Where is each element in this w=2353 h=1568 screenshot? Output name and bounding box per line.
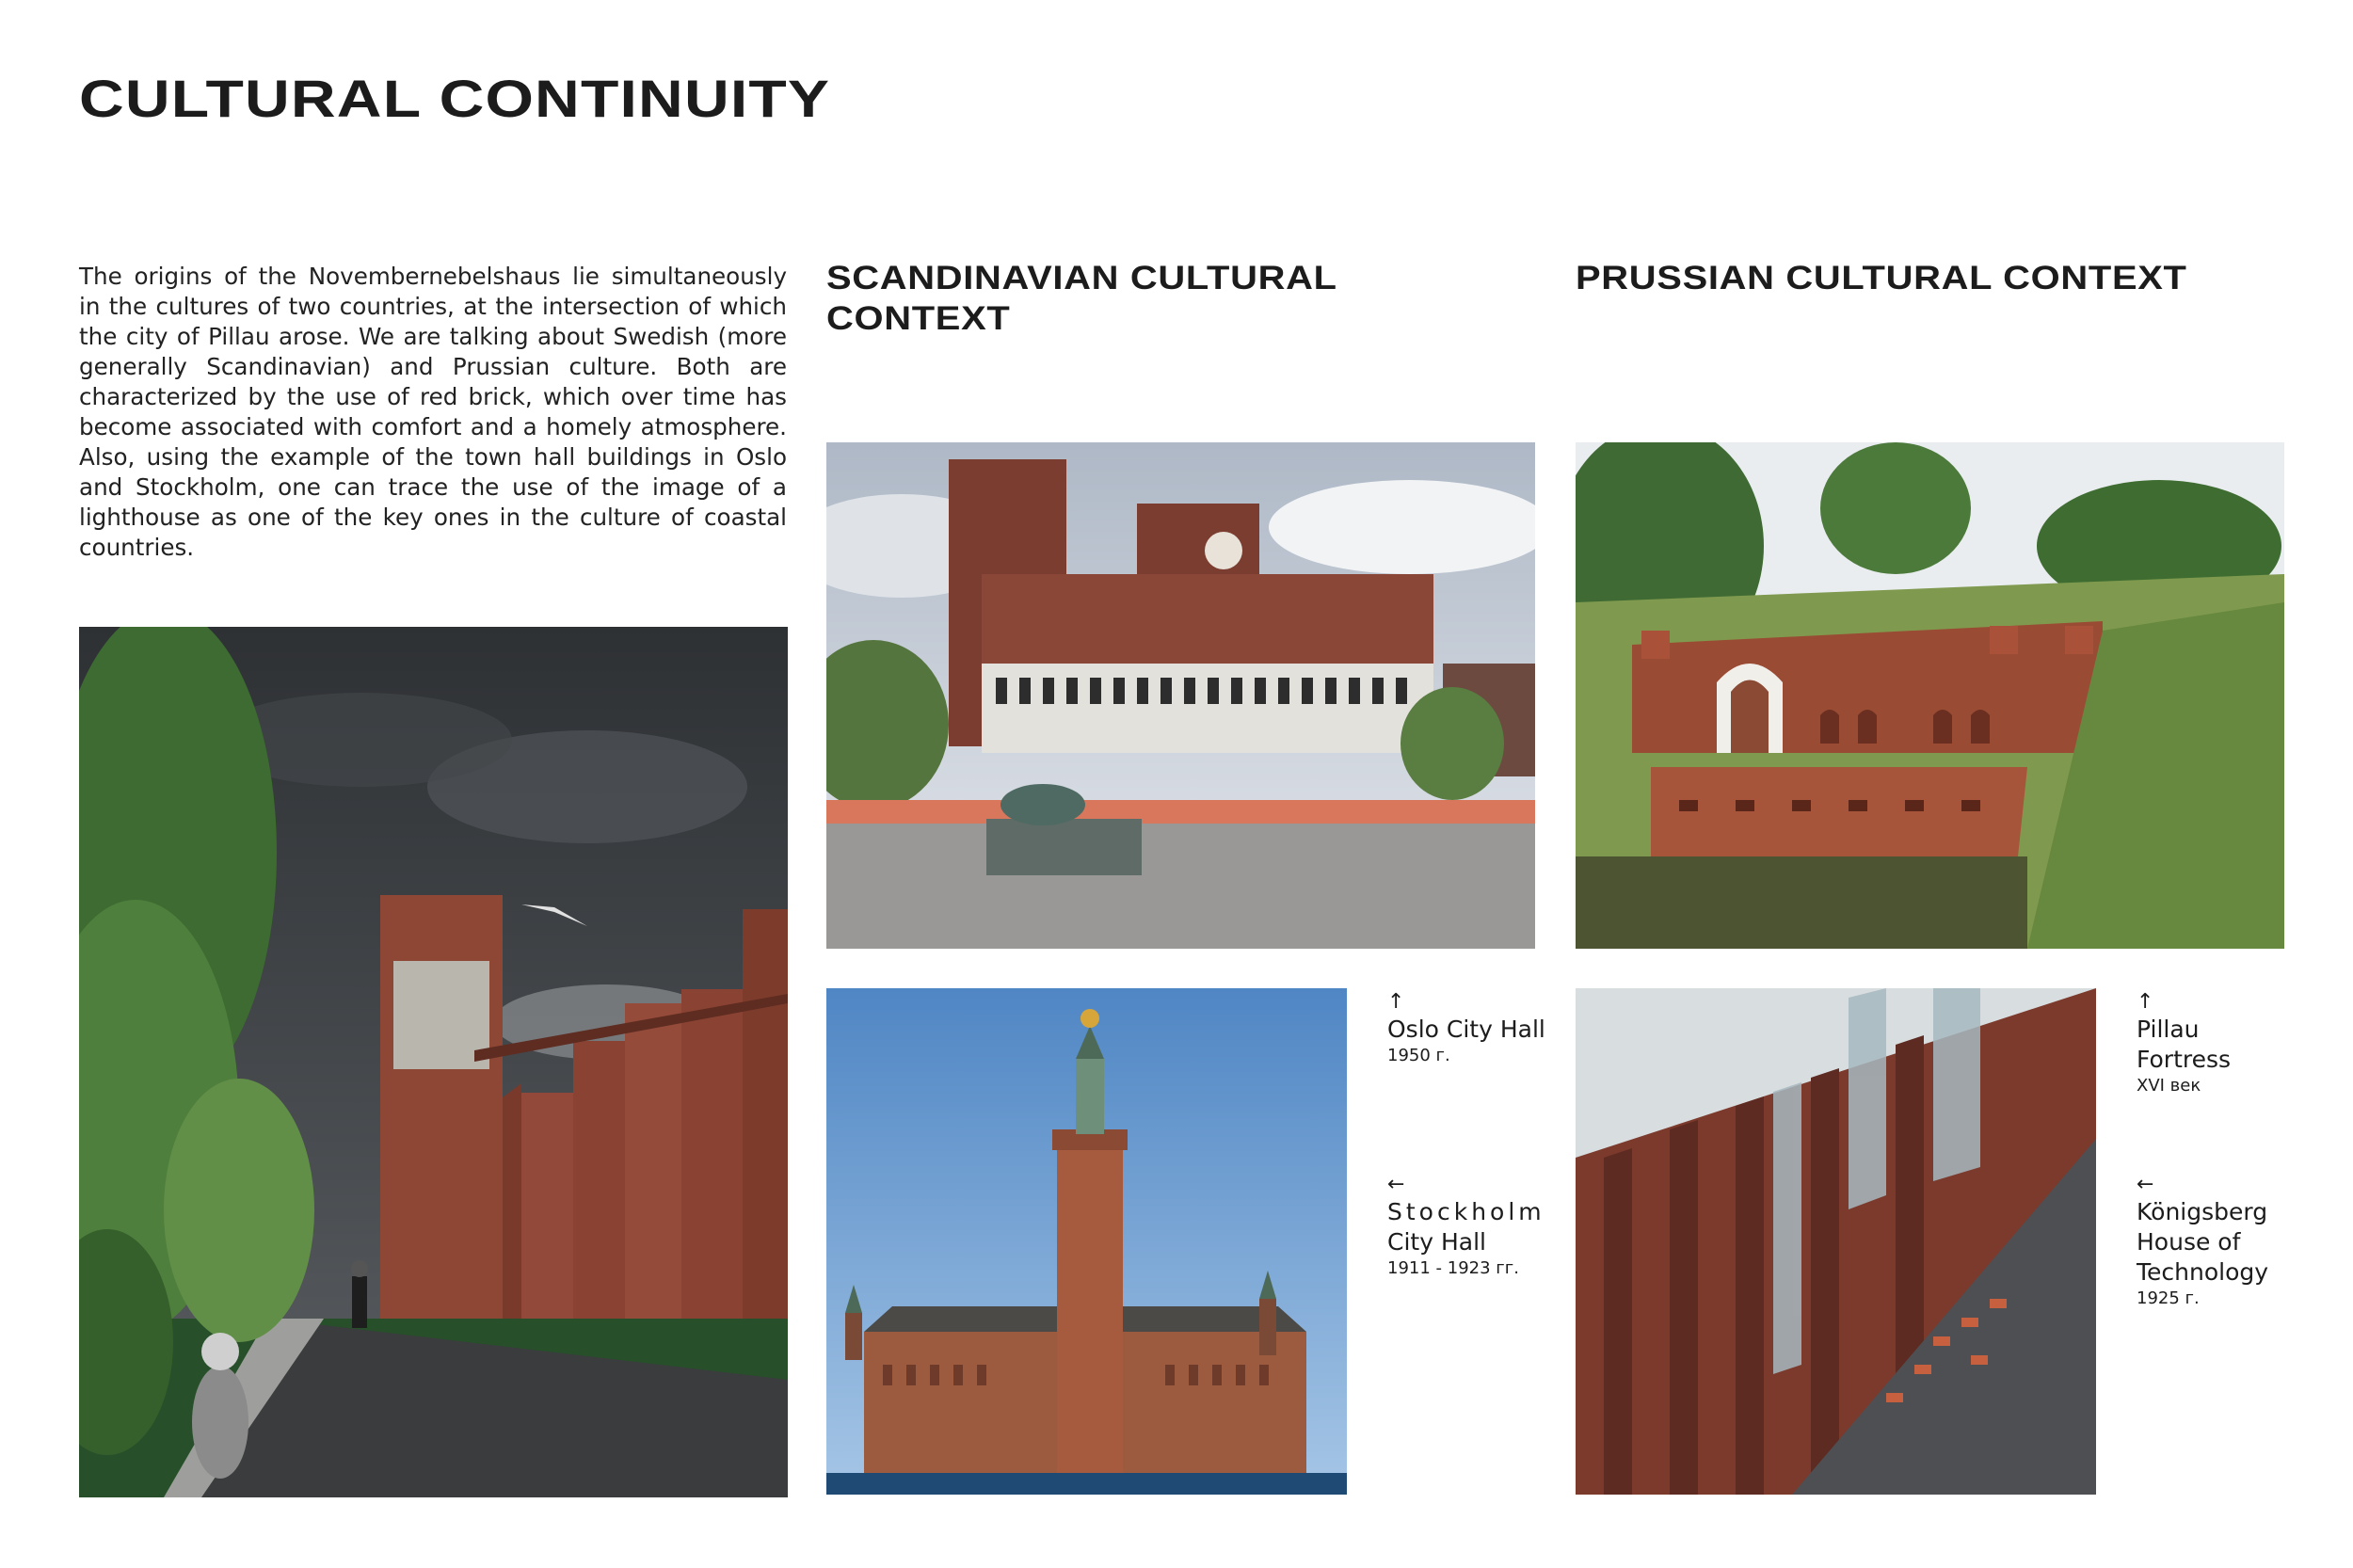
pillau-fortress-photo <box>1576 442 2284 949</box>
caption-konigsberg <box>2137 1173 2334 1310</box>
caption-pillau-name-line1: Pillau <box>2137 1016 2200 1043</box>
scandinavian-heading <box>826 258 1337 339</box>
caption-stockholm-name-line2: City Hall <box>1387 1228 1486 1256</box>
intro-paragraph: The origins of the Novembernebelshaus lie simultaneously in the cultures of two countries, at the intersection of which the city of Pillau arose. We are talking about Swedish (more generally Scandinavian) and Prussian culture. Both are characterized by the use of red brick, which over time has become associated with comfort and a homely atmosphere. Also, using the example of the town hall buildings in Oslo and Stockholm, one can trace the use of the image of a lighthouse as one of the key ones in the culture of coastal countries. <box>79 263 787 561</box>
caption-konigsberg-name-line1: Königsberg <box>2137 1198 2268 1225</box>
arrow-up-icon: ↑ <box>1387 990 1405 1014</box>
caption-stockholm-date: 1911 - 1923 гг. <box>1387 1258 1519 1278</box>
caption-konigsberg-name-line3: Technology <box>2137 1258 2269 1286</box>
caption-pillau-date: XVI век <box>2137 1076 2201 1096</box>
caption-konigsberg-date: 1925 г. <box>2137 1288 2200 1308</box>
scandinavian-heading-line1: SCANDINAVIAN CULTURAL <box>826 260 1337 296</box>
project-render-image <box>79 627 788 1497</box>
konigsberg-house-of-technology-photo <box>1576 988 2096 1495</box>
caption-stockholm <box>1387 1173 1594 1280</box>
arrow-left-icon: ← <box>2137 1173 2154 1196</box>
caption-oslo-date: 1950 г. <box>1387 1046 1450 1065</box>
page-title: CULTURAL CONTINUITY <box>79 69 831 128</box>
scandinavian-heading-line2: CONTEXT <box>826 300 1011 337</box>
caption-oslo <box>1387 990 1576 1067</box>
oslo-city-hall-photo <box>826 442 1535 949</box>
caption-pillau-name-line2: Fortress <box>2137 1046 2232 1073</box>
arrow-up-icon: ↑ <box>2137 990 2154 1014</box>
prussian-heading: PRUSSIAN CULTURAL CONTEXT <box>1576 260 2187 296</box>
arrow-left-icon: ← <box>1387 1173 1405 1196</box>
caption-oslo-name: Oslo City Hall <box>1387 1016 1545 1043</box>
caption-konigsberg-name-line2: House of <box>2137 1228 2241 1256</box>
stockholm-city-hall-photo <box>826 988 1347 1495</box>
caption-pillau <box>2137 990 2325 1097</box>
caption-stockholm-name-line1: Stockholm <box>1387 1198 1545 1225</box>
